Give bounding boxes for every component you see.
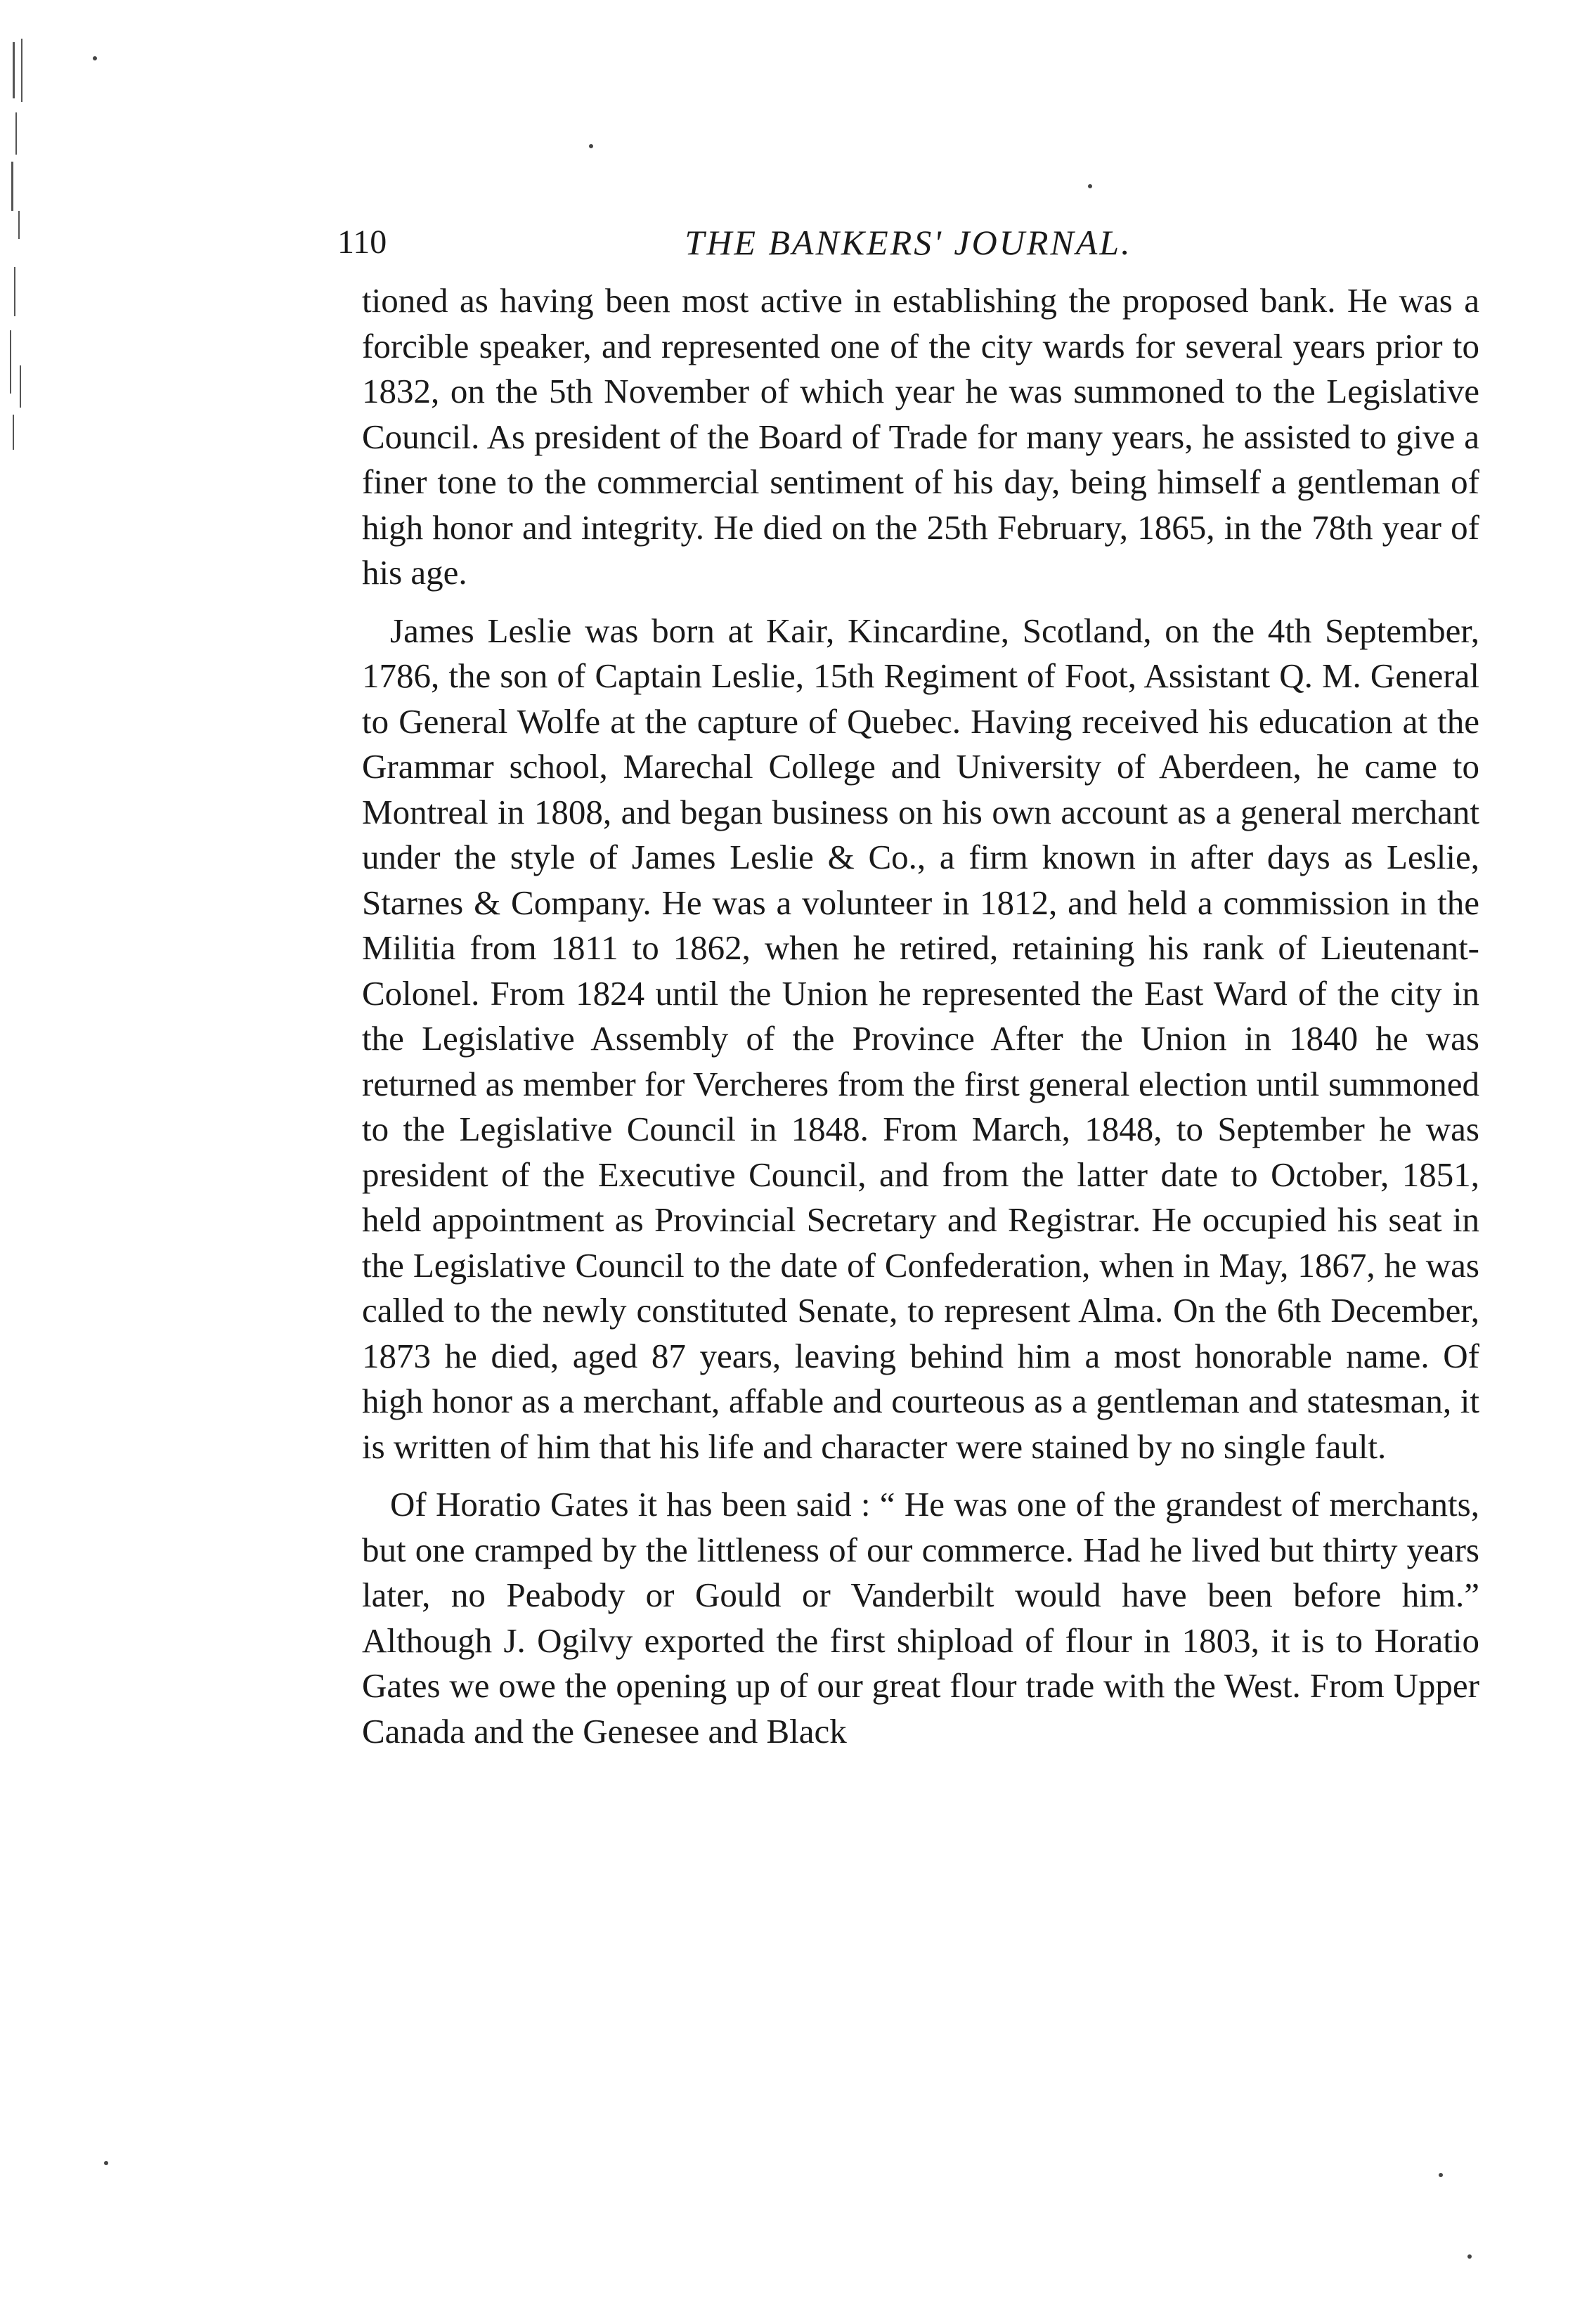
paragraph-james-leslie: James Leslie was born at Kair, Kincardine, Scotland, on the 4th September, 1786, the son of Captain Leslie, 15th Regiment of Foot, Assistant Q. M. General to General Wolfe at the capture of Quebec. Having received his education at the Grammar school, Marechal College and University of Aberdeen, he came to Montreal in 1808, and began business on his own account as a general merchant under the style of James Leslie & Co., a firm known in after days as Leslie, Starnes & Company. He was a volunteer in 1812, and held a commission in the Militia from 1811 to 1862, when he retired, retaining his rank of Lieutenant-Colonel. From 1824 until the Union he represented the East Ward of the city in the Legislative Assembly of the Province After the Union in 1840 he was returned as member for Vercheres from the first general election until summoned to the Legislative Council in 1848. From March, 1848, to September he was president of the Executive Council, and from the latter date to October, 1851, held appointment as Provincial Secretary and Registrar. He occupied his seat in the Legislative Council to the date of Confederation, when in May, 1867, he was called to the newly constituted Senate, to represent Alma. On the 6th December, 1873 he died, aged 87 years, leaving behind him a most honorable name. Of high honor as a merchant, affable and courteous as a gentleman and statesman, it is written of him that his life and character were stained by no single fault.	[362, 611, 1479, 1466]
scan-speck	[1088, 184, 1092, 188]
scan-speck	[589, 144, 593, 148]
body-text	[362, 278, 1479, 1767]
page-header	[337, 214, 1479, 271]
scan-speck	[1439, 2173, 1443, 2177]
scan-speck	[104, 2161, 108, 2165]
running-title: THE BANKERS' JOURNAL.	[685, 223, 1132, 262]
paragraph-continuation: tioned as having been most active in establishing the proposed bank. He was a forcible speaker, and represented one of the city wards for several years prior to 1832, on the 5th November of which year he was summoned to the Legislative Council. As president of the Board of Trade for many years, he assisted to give a finer tone to the commercial sentiment of his day, being himself a gentleman of high honor and integrity. He died on the 25th February, 1865, in the 78th year of his age.	[362, 281, 1479, 592]
scan-margin-marks	[0, 0, 70, 492]
scan-speck	[93, 56, 97, 60]
paragraph-horatio-gates: Of Horatio Gates it has been said : “ He was one of the grandest of merchants, but one cramped by the littleness of our commerce. Had he lived but thirty years later, no Peabody or Gould or Vanderbilt would have been before him.” Although J. Ogilvy exported the first shipload of flour in 1803, it is to Horatio Gates we owe the opening up of our great flour trade with the West. From Upper Canada and the Genesee and Black	[362, 1485, 1479, 1751]
page-number: 110	[337, 223, 387, 261]
scan-speck	[1467, 2254, 1472, 2259]
